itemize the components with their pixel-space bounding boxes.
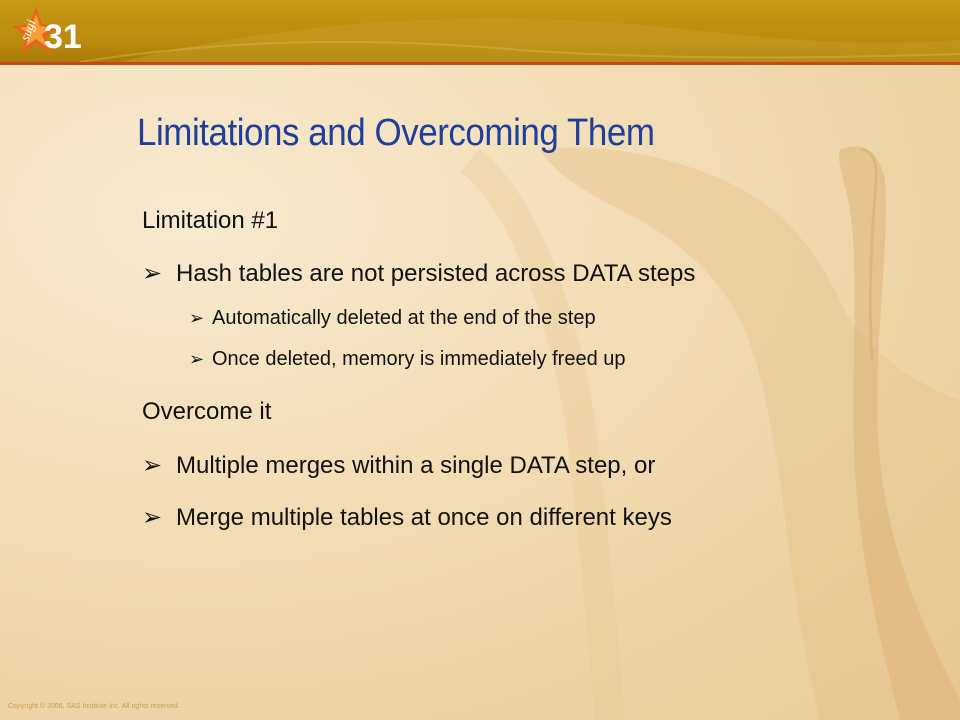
bullet-text: Automatically deleted at the end of the step	[212, 307, 596, 329]
list-item	[142, 259, 695, 288]
bullet-text: Multiple merges within a single DATA step, or	[176, 452, 656, 479]
arrow-bullet-icon: ➢	[142, 260, 163, 287]
svg-text:31: 31	[44, 18, 82, 56]
copyright-footer: Copyright © 2006, SAS Institute Inc. All rights reserved.	[8, 703, 180, 710]
limitation-heading: Limitation #1	[142, 207, 279, 234]
arrow-bullet-icon: ➢	[142, 452, 163, 479]
list-item	[142, 451, 655, 480]
arrow-bullet-icon: ➢	[142, 504, 163, 531]
bullet-text: Once deleted, memory is immediately freed up	[212, 348, 626, 370]
bullet-text: Hash tables are not persisted across DATA steps	[176, 260, 696, 287]
overcome-heading: Overcome it	[142, 398, 272, 425]
bullet-text: Merge multiple tables at once on different keys	[176, 504, 672, 531]
header-swoosh-graphic	[0, 0, 960, 62]
list-item	[189, 307, 596, 330]
arrow-bullet-icon: ➢	[189, 349, 205, 369]
list-item	[189, 348, 626, 371]
svg-text:sugi: sugi	[16, 17, 39, 43]
list-item	[142, 503, 672, 532]
arrow-bullet-icon: ➢	[189, 308, 205, 328]
sugi-31-logo	[6, 2, 106, 64]
slide-title: Limitations and Overcoming Them	[137, 112, 655, 154]
header-divider-line	[0, 62, 960, 65]
